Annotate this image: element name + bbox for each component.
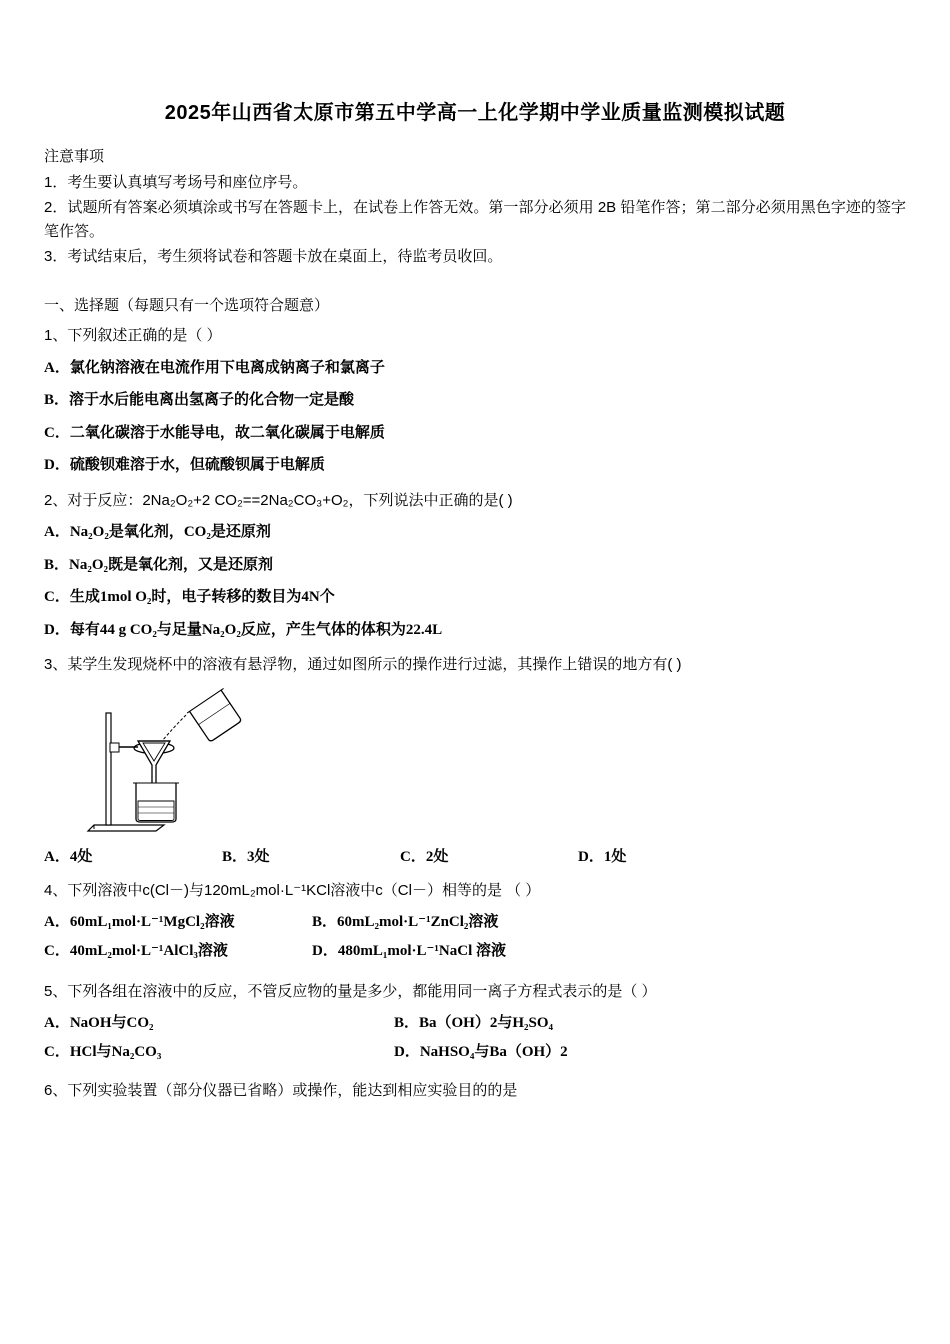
question-1-option-d: D．硫酸钡难溶于水，但硫酸钡属于电解质	[44, 457, 325, 473]
question-3-option-c: C．2处	[400, 848, 449, 865]
question-1-option-a: A．氯化钠溶液在电流作用下电离成钠离子和氯离子	[44, 359, 385, 376]
question-1-option-c: C．二氧化碳溶于水能导电，故二氧化碳属于电解质	[44, 424, 385, 441]
section-heading: 一、选择题（每题只有一个选项符合题意）	[44, 297, 330, 314]
question-4-stem: 4、下列溶液中c(Cl－)与120mL₂mol·L⁻¹KCl溶液中c（Cl－）相等的是 （ ）	[44, 881, 541, 899]
question-5-stem: 5、下列各组在溶液中的反应，不管反应物的量是多少，都能用同一离子方程式表示的是（ ）	[44, 982, 657, 1000]
question-3-option-d: D．1处	[578, 848, 627, 865]
question-6-stem: 6、下列实验装置（部分仪器已省略）或操作，能达到相应实验目的的是	[44, 1082, 518, 1099]
question-3-option-b: B．3处	[222, 848, 270, 865]
question-2-option-d: D．每有44 g CO₂与足量Na₂O₂反应，产生气体的体积为22.4L	[44, 621, 443, 638]
question-5-option-b: B．Ba（OH）2与H₂SO₄	[394, 1015, 554, 1031]
question-4-row-2	[44, 937, 906, 966]
question-1-option-b: B．溶于水后能电离出氢离子的化合物一定是酸	[44, 392, 355, 408]
question-4-row-1	[44, 908, 906, 937]
question-5-row-2	[44, 1038, 906, 1067]
question-1-stem: 1、下列叙述正确的是（ ）	[44, 327, 222, 344]
notice-heading: 注意事项	[44, 148, 105, 165]
question-5-option-d: D．NaHSO₄与Ba（OH）2	[394, 1043, 568, 1060]
question-2-option-c: C．生成1mol O₂时，电子转移的数目为4N个	[44, 589, 335, 605]
question-5-option-a: A．NaOH与CO₂	[44, 1015, 154, 1031]
filtration-apparatus-diagram	[86, 685, 266, 837]
page-title: 2025年山西省太原市第五中学高一上化学期中学业质量监测模拟试题	[164, 102, 786, 124]
notice-line-3: 3．考试结束后，考生须将试卷和答题卡放在桌面上，待监考员收回。	[44, 247, 503, 265]
question-5-option-c: C．HCl与Na₂CO₃	[44, 1043, 162, 1060]
question-4-option-b: B．60mL₂mol·L⁻¹ZnCl₂溶液	[312, 914, 499, 930]
question-4-option-a: A．60mL₁mol·L⁻¹MgCl₂溶液	[44, 914, 235, 930]
question-3-option-a: A．4处	[44, 848, 93, 865]
question-4-option-c: C．40mL₂mol·L⁻¹AlCl₃溶液	[44, 943, 228, 960]
notice-line-1: 1．考生要认真填写考场号和座位序号。	[44, 174, 308, 191]
notice-line-2: 2．试题所有答案必须填涂或书写在答题卡上，在试卷上作答无效。第一部分必须用 2B 铅笔作答；第二部分必须用黑色字迹的签字笔作答。	[44, 199, 906, 240]
question-2-stem: 2、对于反应：2Na₂O₂+2 CO₂==2Na₂CO₃+O₂，下列说法中正确的是( )	[44, 491, 513, 509]
question-4-option-d: D．480mL₁mol·L⁻¹NaCl 溶液	[312, 943, 506, 960]
question-2-option-b: B．Na₂O₂既是氧化剂，又是还原剂	[44, 556, 274, 573]
question-5-row-1	[44, 1009, 906, 1038]
question-2-option-a: A．Na₂O₂是氧化剂，CO₂是还原剂	[44, 524, 271, 540]
question-3-answer-row	[44, 845, 906, 866]
question-3-stem: 3、某学生发现烧杯中的溶液有悬浮物，通过如图所示的操作进行过滤，其操作上错误的地方有( )	[44, 656, 682, 673]
